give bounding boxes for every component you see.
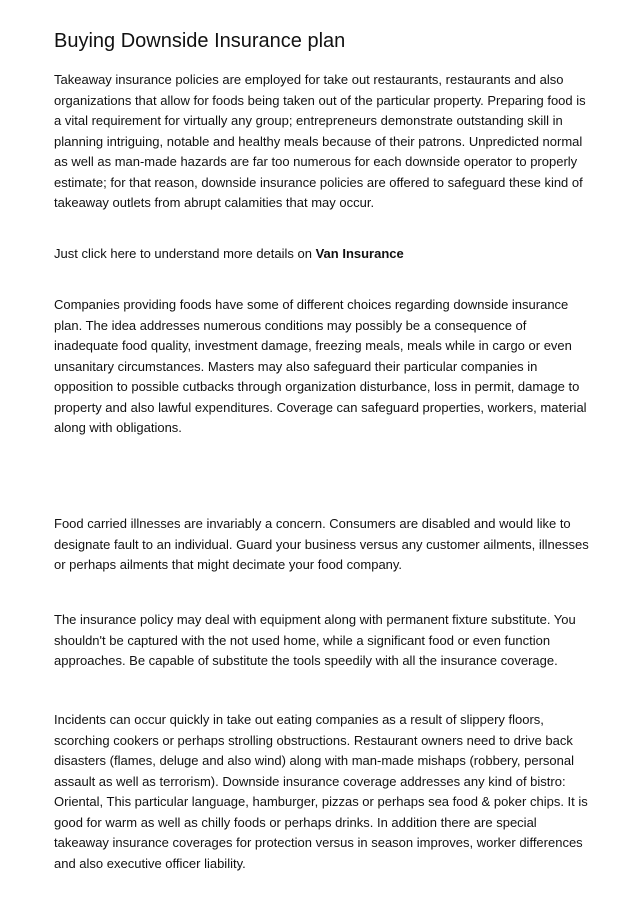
paragraph-choices: Companies providing foods have some of different choices regarding downside insurance plan. The idea addresses numerous conditions may possibly be a consequence of inadequate food quality, investment damage, freezing meals, meals while in cargo or even unsanitary circumstances. Masters may also safeguard their particular companies in opposition to possible cutbacks through organization disturbance, loss in permit, damage to property and also lawful expenditures. Coverage can safeguard properties, workers, material along with obligations. — [54, 297, 587, 435]
paragraph-incidents: Incidents can occur quickly in take out eating companies as a result of slippery floors, scorching cookers or perhaps strolling obstructions. Restaurant owners need to drive back disasters (flames, deluge and also wind) along with man-made mishaps (robbery, personal assault as well as terrorism). Downside insurance coverage addresses any kind of bistro: Oriental, This particular language, hamburger, pizzas or perhaps sea food & poker chips. It is good for warm as well as chilly foods or perhaps drinks. In addition there are special takeaway insurance coverages for protection versus in season improves, worker differences and also executive officer liability. — [54, 712, 588, 871]
link-line-text: Just click here to understand more details on — [54, 246, 316, 261]
paragraph-equipment: The insurance policy may deal with equipment along with permanent fixture substitute. You shouldn't be captured with the not used home, while a significant food or even function approaches. Be capable of substitute the tools speedily with all the insurance coverage. — [54, 612, 576, 668]
paragraph-intro: Takeaway insurance policies are employed for take out restaurants, restaurants and also organizations that allow for foods being taken out of the particular property. Preparing food is a vital requirement for virtually any group; entrepreneurs demonstrate outstanding skill in planning intriguing, notable and healthy meals because of their patrons. Unpredicted normal as well as man-made hazards are far too numerous for each downside operator to properly estimate; for that reason, downside insurance policies are offered to safeguard these kind of takeaway outlets from abrupt calamities that may occur. — [54, 72, 586, 210]
paragraph-illnesses: Food carried illnesses are invariably a concern. Consumers are disabled and would like to designate fault to an individual. Guard your business versus any customer ailments, illnesses or perhaps ailments that might decimate your food company. — [54, 516, 589, 572]
van-insurance-link[interactable]: Van Insurance — [315, 246, 404, 261]
paragraph-link-line — [54, 244, 594, 265]
document-title: Buying Downside Insurance plan — [54, 30, 346, 52]
